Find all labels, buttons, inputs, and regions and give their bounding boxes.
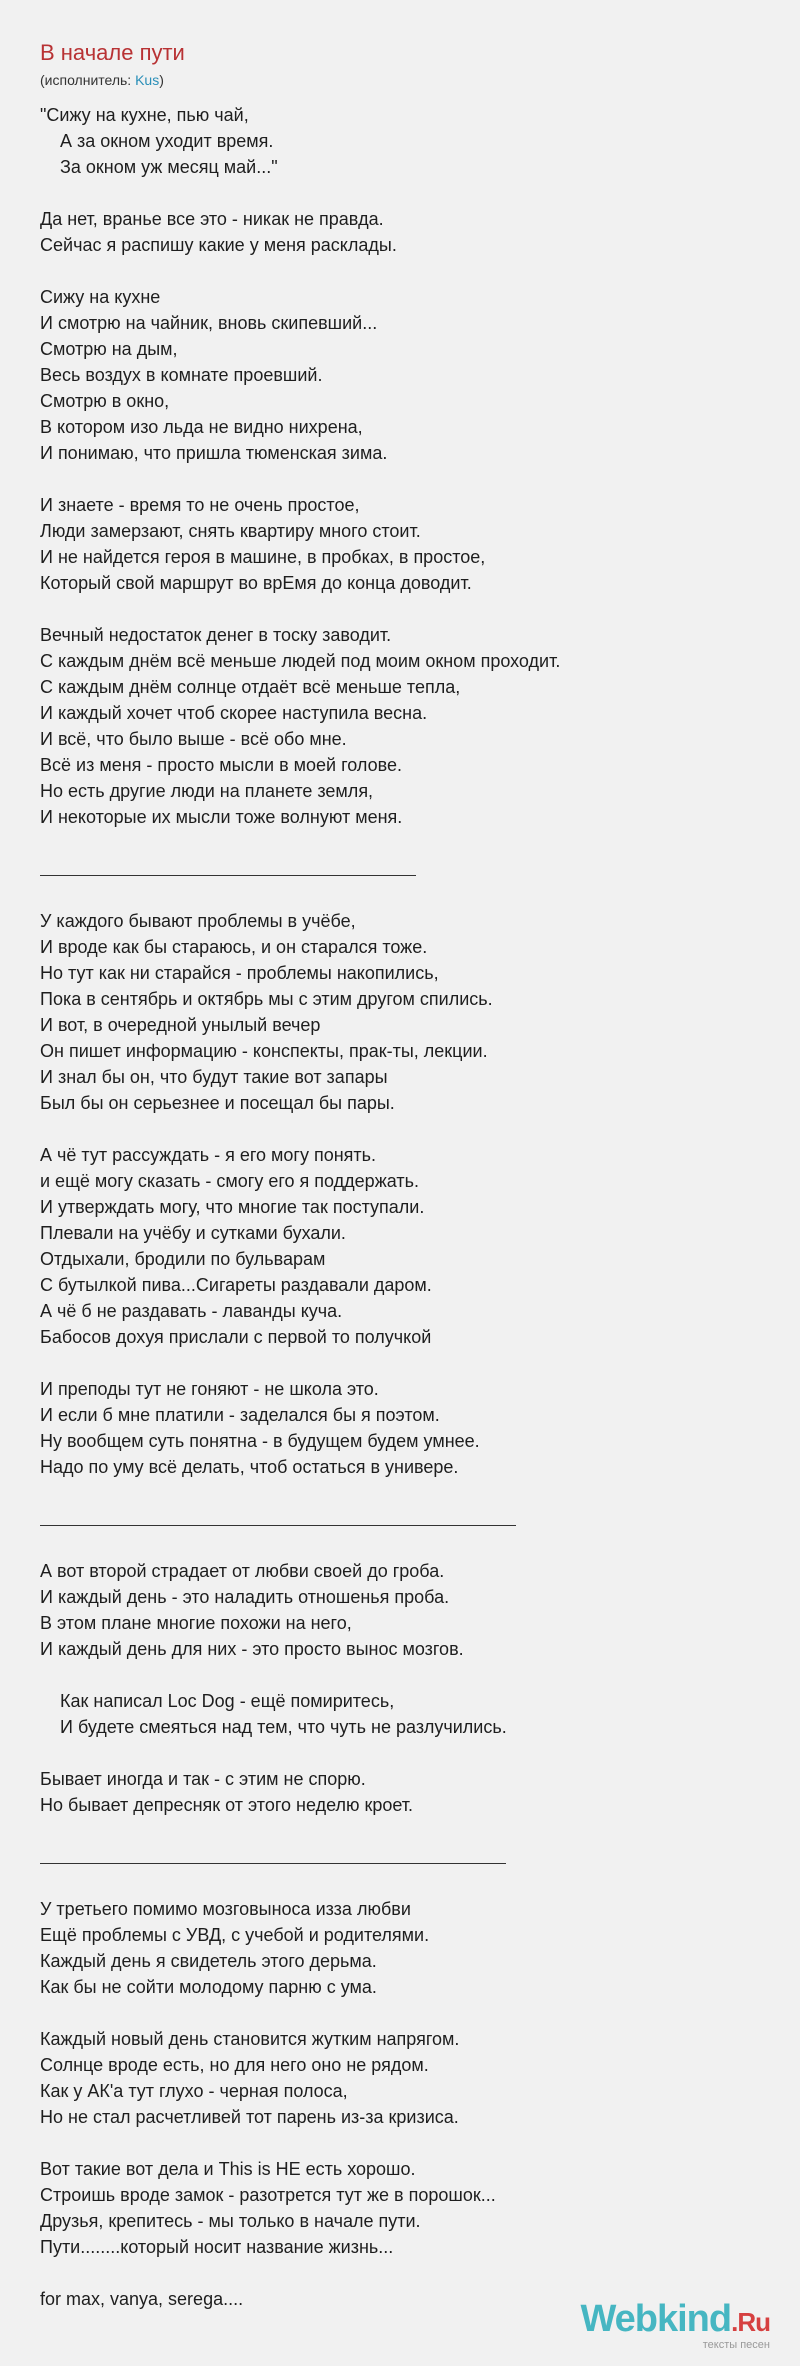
logo-brand-name: Webkind: [580, 2298, 732, 2340]
stanza-gap: [40, 1350, 760, 1376]
lyric-line: И всё, что было выше - всё обо мне.: [40, 729, 347, 749]
lyric-line: for max, vanya, serega....: [40, 2289, 244, 2309]
lyric-line: Сижу на кухне: [40, 287, 161, 307]
lyric-line: И каждый день - это наладить отношенья проба.: [40, 1587, 450, 1607]
stanza-gap: [40, 180, 760, 206]
lyric-line: Солнце вроде есть, но для него оно не рядом.: [40, 2055, 429, 2075]
lyric-line: С каждым днём солнце отдаёт всё меньше тепла,: [40, 677, 461, 697]
lyric-line: Сейчас я распишу какие у меня расклады.: [40, 235, 397, 255]
lyric-line: Пути........который носит название жизнь...: [40, 2237, 394, 2257]
lyric-line: Пока в сентябрь и октябрь мы с этим другом спились.: [40, 989, 493, 1009]
lyric-line: И преподы тут не гоняют - не школа это.: [40, 1379, 379, 1399]
stanza-gap: [40, 1532, 760, 1558]
lyric-line: Ну вообщем суть понятна - в будущем будем умнее.: [40, 1431, 480, 1451]
lyric-line: С бутылкой пива...Сигареты раздавали даром.: [40, 1275, 432, 1295]
lyric-line: Который свой маршрут во врЕмя до конца доводит.: [40, 573, 472, 593]
lyric-line: и ещё могу сказать - смогу его я поддержать.: [40, 1171, 419, 1191]
lyric-line: Как бы не сойти молодому парню с ума.: [40, 1977, 377, 1997]
lyric-line: Как написал Loc Dog - ещё помиритесь,: [40, 1691, 395, 1711]
lyric-line: Каждый день я свидетель этого дерьма.: [40, 1951, 377, 1971]
stanza-gap: [40, 596, 760, 622]
performer-suffix: ): [159, 72, 164, 88]
lyric-line: Отдыхали, бродили по бульварам: [40, 1249, 326, 1269]
logo-brand: [580, 2300, 770, 2341]
lyric-line: Но тут как ни старайся - проблемы накопились,: [40, 963, 439, 983]
lyric-line: А за окном уходит время.: [40, 131, 274, 151]
lyric-line: В этом плане многие похожи на него,: [40, 1613, 352, 1633]
stanza-gap: [40, 1480, 760, 1506]
lyric-line: "Сижу на кухне, пью чай,: [40, 105, 249, 125]
lyric-line: А чё тут рассуждать - я его могу понять.: [40, 1145, 377, 1165]
stanza-gap: [40, 1116, 760, 1142]
lyric-line: И знаете - время то не очень простое,: [40, 495, 360, 515]
lyric-line: И утверждать могу, что многие так поступали.: [40, 1197, 425, 1217]
lyric-line: Строишь вроде замок - разотрется тут же в порошок...: [40, 2185, 496, 2205]
stanza-gap: [40, 1818, 760, 1844]
stanza-gap: [40, 2130, 760, 2156]
lyric-line: Друзья, крепитесь - мы только в начале пути.: [40, 2211, 421, 2231]
lyric-line: Ещё проблемы с УВД, с учебой и родителями.: [40, 1925, 430, 1945]
lyric-line: А вот второй страдает от любви своей до гроба.: [40, 1561, 445, 1581]
lyric-line: Всё из меня - просто мысли в моей голове.: [40, 755, 402, 775]
performer-line: [40, 70, 164, 90]
stanza-gap: [40, 466, 760, 492]
stanza-gap: [40, 258, 760, 284]
lyric-line: И знал бы он, что будут такие вот запары: [40, 1067, 388, 1087]
stanza-gap: [40, 830, 760, 856]
stanza-gap: [40, 1662, 760, 1688]
lyric-line: Плевали на учёбу и сутками бухали.: [40, 1223, 346, 1243]
lyric-line: Был бы он серьезнее и посещал бы пары.: [40, 1093, 395, 1113]
lyric-line: И каждый хочет чтоб скорее наступила весна.: [40, 703, 428, 723]
lyric-line: Но не стал расчетливей тот парень из-за кризиса.: [40, 2107, 459, 2127]
lyric-line: За окном уж месяц май...": [40, 157, 278, 177]
lyrics-body: [40, 102, 760, 2312]
stanza-gap: [40, 1740, 760, 1766]
lyric-line: И вроде как бы стараюсь, и он старался тоже.: [40, 937, 428, 957]
stanza-gap: [40, 2260, 760, 2286]
lyric-line: Вот такие вот дела и This is НЕ есть хорошо.: [40, 2159, 416, 2179]
lyric-line: Весь воздух в комнате проевший.: [40, 365, 323, 385]
lyric-line: А чё б не раздавать - лаванды куча.: [40, 1301, 343, 1321]
lyric-line: У каждого бывают проблемы в учёбе,: [40, 911, 356, 931]
stanza-gap: [40, 882, 760, 908]
lyric-line: И не найдется героя в машине, в пробках, в простое,: [40, 547, 486, 567]
lyric-line: Бывает иногда и так - с этим не спорю.: [40, 1769, 366, 1789]
lyric-line: Вечный недостаток денег в тоску заводит.: [40, 625, 392, 645]
lyric-line: Как у АК'а тут глухо - черная полоса,: [40, 2081, 348, 2101]
lyric-line: Бабосов дохуя прислали с первой то получкой: [40, 1327, 432, 1347]
lyric-line: Смотрю в окно,: [40, 391, 170, 411]
performer-prefix: (исполнитель:: [40, 72, 136, 88]
stanza-gap: [40, 2000, 760, 2026]
lyric-line: Но есть другие люди на планете земля,: [40, 781, 374, 801]
lyric-line: Каждый новый день становится жутким напрягом.: [40, 2029, 460, 2049]
lyric-line: И вот, в очередной унылый вечер: [40, 1015, 321, 1035]
lyric-line: Да нет, вранье все это - никак не правда.: [40, 209, 384, 229]
lyric-line: И смотрю на чайник, вновь скипевший...: [40, 313, 378, 333]
lyric-line: Люди замерзают, снять квартиру много стоит.: [40, 521, 421, 541]
lyric-line: Смотрю на дым,: [40, 339, 178, 359]
lyric-line: И некоторые их мысли тоже волнуют меня.: [40, 807, 403, 827]
lyric-line: И каждый день для них - это просто вынос мозгов.: [40, 1639, 464, 1659]
logo-tagline: тексты песен: [702, 2339, 770, 2351]
section-separator: [40, 1844, 760, 1870]
lyric-line: И если б мне платили - заделался бы я поэтом.: [40, 1405, 440, 1425]
logo-brand-tld: .Ru: [731, 2307, 770, 2337]
lyric-line: Он пишет информацию - конспекты, прак-ты, лекции.: [40, 1041, 488, 1061]
lyric-line: В котором изо льда не видно нихрена,: [40, 417, 363, 437]
lyric-line: Но бывает депресняк от этого неделю кроет.: [40, 1795, 414, 1815]
performer-link[interactable]: Kus: [135, 72, 160, 88]
page-title: В начале пути: [40, 40, 185, 65]
webkind-logo[interactable]: [580, 2300, 770, 2351]
section-separator: [40, 1506, 760, 1532]
lyric-line: И понимаю, что пришла тюменская зима.: [40, 443, 388, 463]
lyric-line: У третьего помимо мозговыноса изза любви: [40, 1899, 411, 1919]
lyric-line: Надо по уму всё делать, чтоб остаться в универе.: [40, 1457, 459, 1477]
lyric-line: И будете смеяться над тем, что чуть не разлучились.: [40, 1717, 507, 1737]
lyric-line: С каждым днём всё меньше людей под моим окном проходит.: [40, 651, 561, 671]
stanza-gap: [40, 1870, 760, 1896]
section-separator: [40, 856, 760, 882]
